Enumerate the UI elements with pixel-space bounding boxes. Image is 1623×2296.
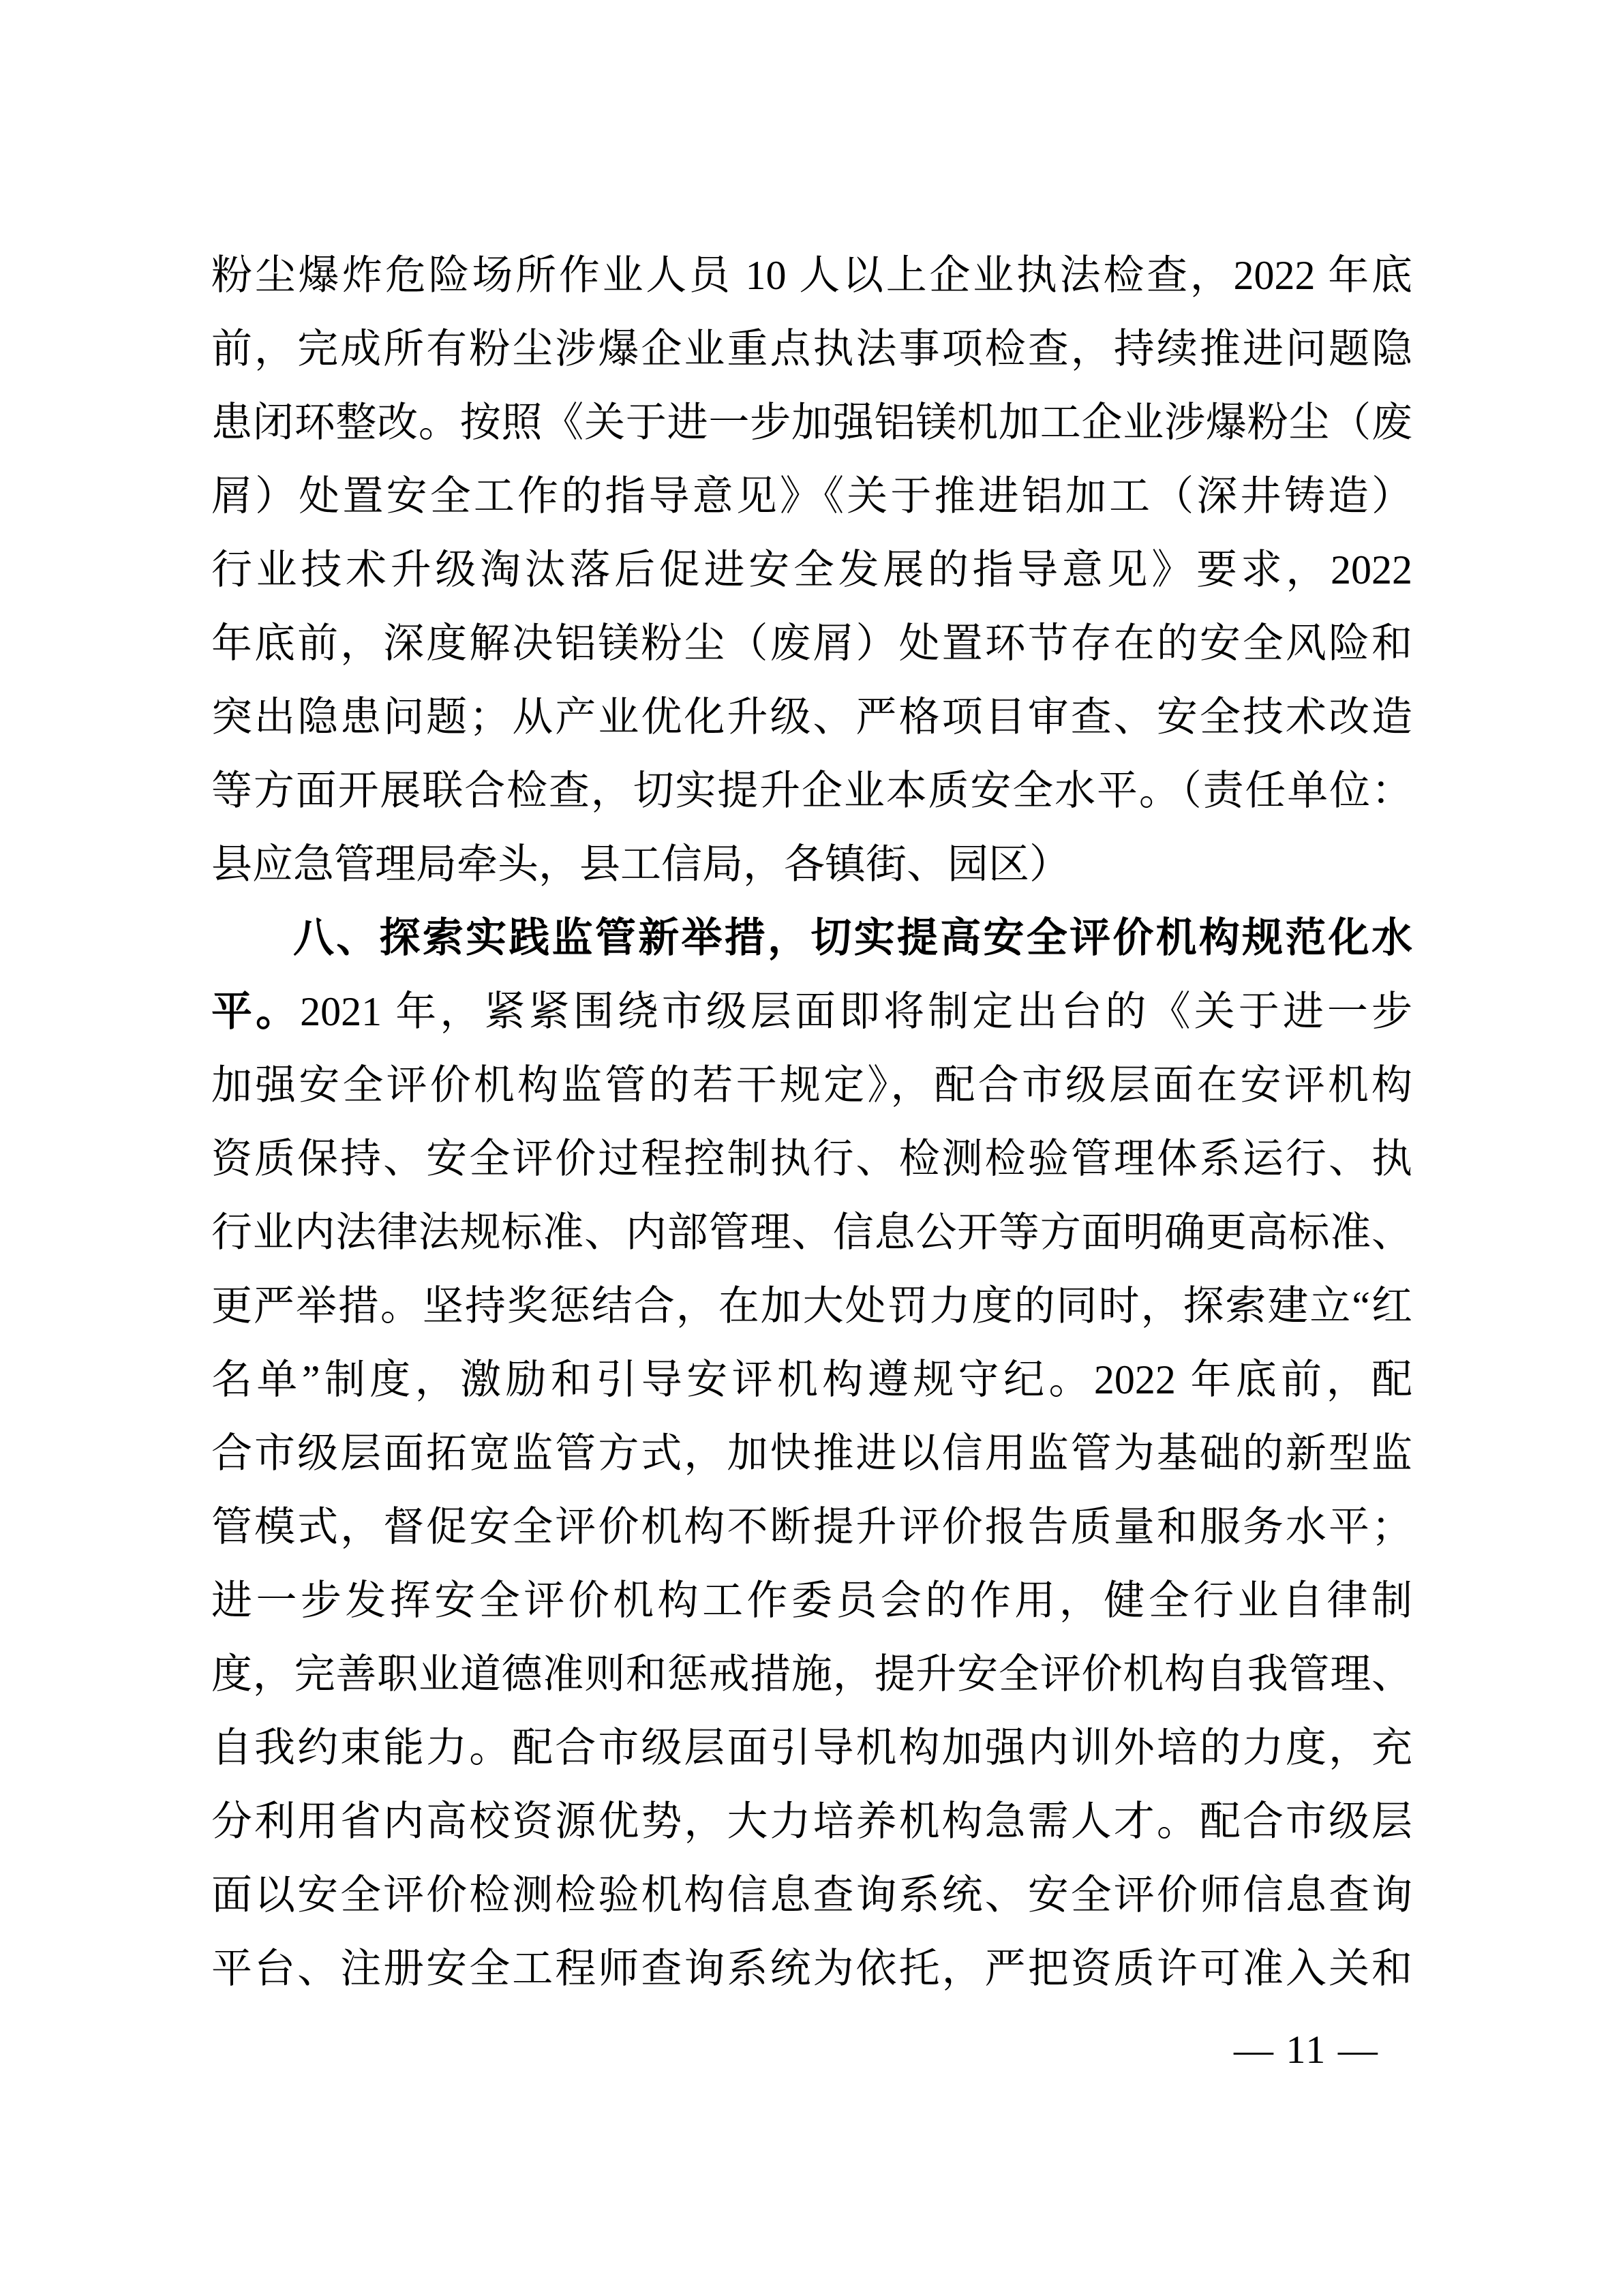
text-line	[211, 607, 1412, 680]
text-segment: 进一步发挥安全评价机构工作委员会的作用，健全行业自律制	[211, 1578, 1412, 1623]
text-segment: 行业内法律法规标准、内部管理、信息公开等方面明确更高标准、	[211, 1210, 1412, 1255]
text-line	[211, 901, 1412, 975]
text-line	[211, 680, 1412, 754]
text-line	[211, 1785, 1412, 1858]
text-line	[211, 1932, 1412, 2006]
text-segment: 自我约束能力。配合市级层面引导机构加强内训外培的力度，充	[211, 1725, 1412, 1770]
text-segment: 更严举措。坚持奖惩结合，在加大处罚力度的同时，探索建立“红	[211, 1284, 1412, 1329]
text-line	[211, 1122, 1412, 1196]
text-segment: 行业技术升级淘汰落后促进安全发展的指导意见》要求，2022	[211, 547, 1412, 592]
text-line	[211, 1196, 1412, 1269]
text-line	[211, 312, 1412, 386]
text-segment: 资质保持、安全评价过程控制执行、检测检验管理体系运行、执	[211, 1136, 1412, 1181]
text-line	[211, 386, 1412, 459]
text-line	[211, 239, 1412, 312]
text-line	[211, 1490, 1412, 1564]
text-segment: 2021 年，紧紧围绕市级层面即将制定出台的《关于进一步	[300, 989, 1413, 1034]
text-line	[211, 1637, 1412, 1711]
text-segment: 突出隐患问题；从产业优化升级、严格项目审查、安全技术改造	[211, 695, 1412, 740]
text-line	[211, 754, 1412, 828]
text-segment: 等方面开展联合检查，切实提升企业本质安全水平。（责任单位：	[211, 768, 1412, 813]
bold-text-segment: 八、探索实践监管新举措，切实提高安全评价机构规范化水	[293, 915, 1412, 961]
text-segment: 年底前，深度解决铝镁粉尘（废屑）处置环节存在的安全风险和	[211, 621, 1412, 666]
text-segment: 平台、注册安全工程师查询系统为依托，严把资质许可准入关和	[211, 1946, 1412, 1991]
text-segment: 度，完善职业道德准则和惩戒措施，提升安全评价机构自我管理、	[211, 1652, 1412, 1697]
text-line	[211, 459, 1412, 533]
text-segment: 粉尘爆炸危险场所作业人员 10 人以上企业执法检查，2022 年底	[211, 253, 1412, 298]
text-segment: 合市级层面拓宽监管方式，加快推进以信用监管为基础的新型监	[211, 1431, 1412, 1476]
document-body	[211, 239, 1412, 2006]
text-segment: 患闭环整改。按照《关于进一步加强铝镁机加工企业涉爆粉尘（废	[211, 400, 1412, 445]
text-segment: 面以安全评价检测检验机构信息查询系统、安全评价师信息查询	[211, 1873, 1412, 1918]
text-segment: 名单”制度，激励和引导安评机构遵规守纪。2022 年底前，配	[211, 1357, 1412, 1402]
text-line	[211, 975, 1412, 1048]
text-line	[211, 1269, 1412, 1343]
text-segment: 加强安全评价机构监管的若干规定》，配合市级层面在安评机构	[211, 1063, 1412, 1108]
text-line	[211, 533, 1412, 607]
text-segment: 前，完成所有粉尘涉爆企业重点执法事项检查，持续推进问题隐	[211, 327, 1412, 372]
text-line	[211, 1711, 1412, 1785]
text-segment: 县应急管理局牵头，县工信局，各镇街、园区）	[211, 842, 1070, 887]
page-number: — 11 —	[1234, 2027, 1379, 2072]
text-line	[211, 1048, 1412, 1122]
text-line	[211, 828, 1412, 901]
text-line	[211, 1343, 1412, 1417]
text-segment: 屑）处置安全工作的指导意见》《关于推进铝加工（深井铸造）	[211, 474, 1412, 519]
text-segment: 管模式，督促安全评价机构不断提升评价报告质量和服务水平；	[211, 1505, 1412, 1550]
text-line	[211, 1564, 1412, 1637]
bold-text-segment: 平。	[211, 988, 301, 1034]
text-line	[211, 1858, 1412, 1932]
text-segment: 分利用省内高校资源优势，大力培养机构急需人才。配合市级层	[211, 1799, 1412, 1844]
text-line	[211, 1417, 1412, 1490]
